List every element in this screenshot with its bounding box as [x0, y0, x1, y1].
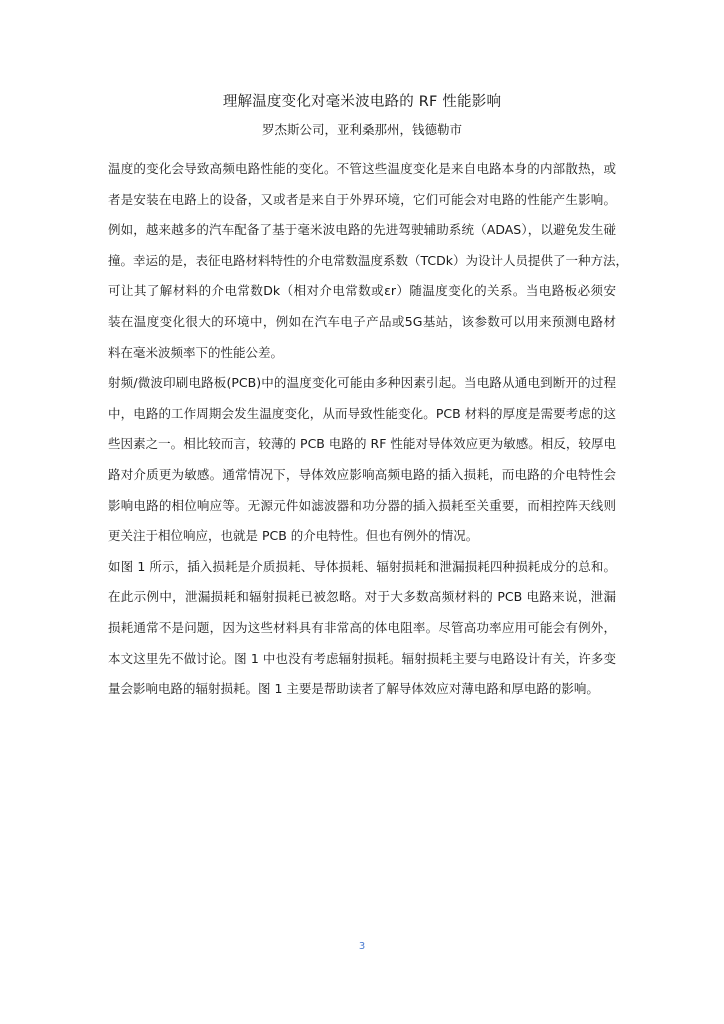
paragraph-line: 中，电路的工作周期会发生温度变化，从而导致性能变化。PCB 材料的厚度是需要考虑的这 — [108, 405, 616, 421]
paragraph-line: 路对介质更为敏感。通常情况下，导体效应影响高频电路的插入损耗，而电路的介电特性会 — [108, 466, 616, 482]
paragraph-line: 在此示例中，泄漏损耗和辐射损耗已被忽略。对于大多数高频材料的 PCB 电路来说，泄漏 — [108, 589, 616, 605]
paragraph-line: 本文这里先不做讨论。图 1 中也没有考虑辐射损耗。辐射损耗主要与电路设计有关，许多变 — [108, 650, 616, 666]
page-number: 3 — [358, 941, 366, 952]
paragraph-line: 例如，越来越多的汽车配备了基于毫米波电路的先进驾驶辅助系统（ADAS），以避免发生碰 — [108, 222, 616, 238]
paragraph-1 — [108, 154, 628, 368]
paragraph-line: 者是安装在电路上的设备，又或者是来自于外界环境，它们可能会对电路的性能产生影响。 — [108, 191, 616, 207]
paragraph-line: 损耗通常不是问题，因为这些材料具有非常高的体电阻率。尽管高功率应用可能会有例外， — [108, 619, 616, 635]
paragraph-line: 可让其了解材料的介电常数Dk（相对介电常数或εr）随温度变化的关系。当电路板必须安 — [108, 283, 616, 299]
paragraph-2 — [108, 368, 616, 552]
document-title: 理解温度变化对毫米波电路的 RF 性能影响 — [222, 94, 502, 110]
document-authors: 罗杰斯公司，亚利桑那州，钱德勒市 — [261, 122, 462, 137]
paragraph-3 — [108, 552, 616, 705]
paragraph-line: 如图 1 所示，插入损耗是介质损耗、导体损耗、辐射损耗和泄漏损耗四种损耗成分的总和。 — [108, 558, 616, 574]
paragraph-line: 量会影响电路的辐射损耗。图 1 主要是帮助读者了解导体效应对薄电路和厚电路的影响。 — [108, 681, 599, 697]
paragraph-line: 更关注于相位响应，也就是 PCB 的介电特性。但也有例外的情况。 — [108, 528, 479, 544]
paragraph-line: 料在毫米波频率下的性能公差。 — [108, 344, 284, 360]
paragraph-line: 装在温度变化很大的环境中，例如在汽车电子产品或5G基站，该参数可以用来预测电路材 — [108, 313, 616, 329]
paragraph-line: 温度的变化会导致高频电路性能的变化。不管这些温度变化是来自电路本身的内部散热，或 — [108, 161, 616, 176]
paragraph-line: 影响电路的相位响应等。无源元件如滤波器和功分器的插入损耗至关重要，而相控阵天线则 — [108, 497, 616, 513]
document-body — [108, 154, 628, 705]
paragraph-line: 些因素之一。相比较而言，较薄的 PCB 电路的 RF 性能对导体效应更为敏感。相反，较厚电 — [108, 436, 616, 452]
paragraph-line: 射频/微波印刷电路板(PCB)中的温度变化可能由多种因素引起。当电路从通电到断开的过程 — [108, 375, 616, 391]
paragraph-line: 撞。幸运的是，表征电路材料特性的介电常数温度系数（TCDk）为设计人员提供了一种方法， — [108, 252, 628, 268]
